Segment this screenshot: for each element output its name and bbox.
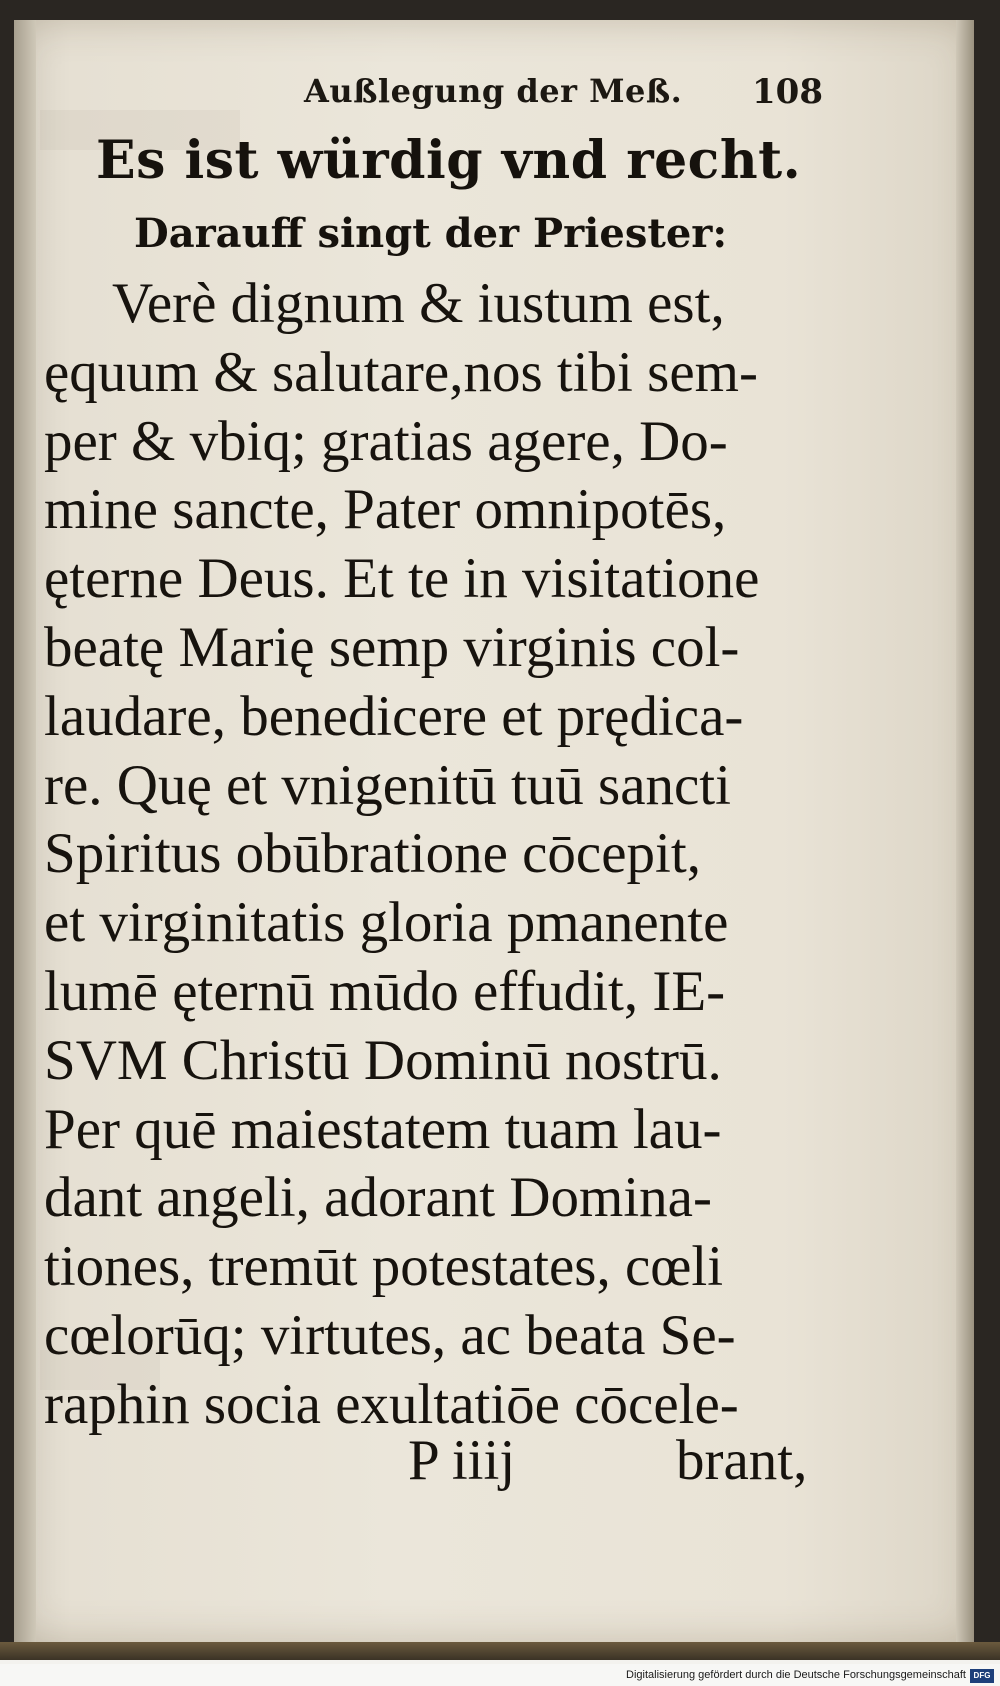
body-line: raphin socia exultatiōe cōcele- — [44, 1372, 739, 1436]
page-edge-right — [956, 20, 974, 1642]
body-line: Verè dignum & iustum est, — [112, 272, 725, 335]
body-line: per & vbiq; gratias agere, Do- — [44, 409, 728, 473]
dfg-logo-icon: DFG — [970, 1669, 994, 1683]
signature-mark: P iiij — [408, 1429, 516, 1492]
body-line: dant angeli, adorant Domina- — [44, 1166, 712, 1230]
page-edge-left — [14, 20, 36, 1642]
body-line: re. Quę et vnigenitū tuū sancti — [44, 753, 731, 817]
body-line: ęterne Deus. Et te in visitatione — [44, 547, 760, 611]
catchword: brant, — [676, 1429, 808, 1492]
attribution-text: Digitalisierung gefördert durch die Deutsche Forschungsgemeinschaft — [626, 1669, 966, 1681]
attribution-bar — [0, 1664, 1000, 1686]
body-line: et virginitatis gloria pmanente — [44, 891, 729, 955]
body-line: beatę Marię semp virginis col- — [44, 615, 740, 679]
body-line: laudare, benedicere et prędica- — [44, 684, 744, 748]
body-line: mine sancte, Pater omnipotēs, — [44, 478, 727, 542]
body-line: ęquum & salutare,nos tibi sem- — [44, 340, 758, 404]
page-number: 108 — [752, 72, 823, 112]
body-line: cœlorūq; virtutes, ac beata Se- — [44, 1303, 736, 1367]
body-line: tiones, tremūt potestates, cœli — [44, 1235, 724, 1299]
scan-bottom-edge — [0, 1642, 1000, 1660]
body-line: lumē ęternū mūdo effudit, IE- — [44, 959, 726, 1023]
body-line: Spiritus obūbratione cōcepit, — [44, 822, 701, 886]
body-line: Per quē maiestatem tuam lau- — [44, 1097, 722, 1161]
body-text — [44, 270, 844, 1440]
section-subheading: Darauff singt der Priester: — [134, 210, 728, 257]
running-head: Außlegung der Meß. — [304, 72, 683, 110]
section-heading: Es ist würdig vnd recht. — [96, 130, 802, 191]
body-line: SVM Christū Dominū nostrū. — [44, 1028, 722, 1092]
